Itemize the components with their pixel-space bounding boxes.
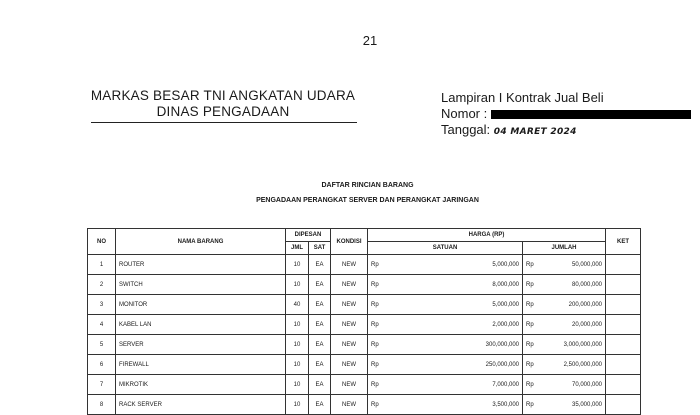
cell-ket	[606, 315, 641, 335]
header-ket: KET	[606, 229, 641, 255]
header-satuan: SATUAN	[368, 242, 523, 255]
table-row	[88, 395, 641, 415]
cell-no: 3	[88, 295, 116, 315]
cell-satuan	[368, 295, 523, 315]
header-harga: HARGA (RP)	[368, 229, 606, 242]
header-jumlah: JUMLAH	[523, 242, 606, 255]
currency-label: Rp	[371, 401, 379, 408]
cell-no: 2	[88, 275, 116, 295]
cell-jumlah	[523, 255, 606, 275]
currency-label: Rp	[371, 261, 379, 268]
cell-no: 8	[88, 395, 116, 415]
total-price: 2,500,000,000	[563, 361, 603, 368]
cell-no: 4	[88, 315, 116, 335]
organization-heading	[88, 88, 358, 120]
cell-kondisi: NEW	[331, 335, 368, 355]
cell-sat: EA	[309, 255, 331, 275]
unit-price: 3,500,000	[492, 401, 520, 408]
cell-ket	[606, 375, 641, 395]
contract-reference	[441, 90, 691, 140]
cell-sat: EA	[309, 375, 331, 395]
currency-label: Rp	[526, 361, 534, 368]
total-price: 50,000,000	[571, 261, 603, 268]
org-underline	[91, 122, 357, 123]
total-price: 20,000,000	[571, 321, 603, 328]
cell-jml: 10	[286, 315, 309, 335]
currency-label: Rp	[371, 341, 379, 348]
tanggal-line: Tanggal: 04 MARET 2024	[441, 122, 577, 137]
unit-price: 2,000,000	[492, 321, 520, 328]
cell-sat: EA	[309, 335, 331, 355]
tanggal-label: Tanggal	[441, 122, 487, 137]
cell-satuan	[368, 375, 523, 395]
total-price: 80,000,000	[571, 281, 603, 288]
header-no: NO	[88, 229, 116, 255]
cell-ket	[606, 395, 641, 415]
cell-ket	[606, 335, 641, 355]
attachment-line: Lampiran I Kontrak Jual Beli	[441, 90, 604, 105]
cell-satuan	[368, 275, 523, 295]
currency-label: Rp	[371, 381, 379, 388]
table-row	[88, 275, 641, 295]
cell-jumlah	[523, 355, 606, 375]
cell-satuan	[368, 355, 523, 375]
cell-kondisi: NEW	[331, 375, 368, 395]
cell-name: FIREWALL	[116, 355, 286, 375]
cell-name: MIKROTIK	[116, 375, 286, 395]
currency-label: Rp	[526, 381, 534, 388]
cell-jumlah	[523, 335, 606, 355]
cell-satuan	[368, 255, 523, 275]
cell-sat: EA	[309, 395, 331, 415]
cell-kondisi: NEW	[331, 395, 368, 415]
cell-no: 6	[88, 355, 116, 375]
cell-jml: 40	[286, 295, 309, 315]
total-price: 35,000,000	[571, 401, 603, 408]
cell-jumlah	[523, 275, 606, 295]
cell-sat: EA	[309, 275, 331, 295]
header-sat: SAT	[309, 242, 331, 255]
currency-label: Rp	[526, 301, 534, 308]
cell-satuan	[368, 395, 523, 415]
currency-label: Rp	[526, 341, 534, 348]
unit-price: 5,000,000	[492, 261, 520, 268]
cell-jumlah	[523, 295, 606, 315]
header-jml: JML	[286, 242, 309, 255]
cell-name: RACK SERVER	[116, 395, 286, 415]
cell-satuan	[368, 315, 523, 335]
org-line-1: MARKAS BESAR TNI ANGKATAN UDARA	[90, 88, 356, 103]
currency-label: Rp	[526, 281, 534, 288]
currency-label: Rp	[371, 321, 379, 328]
cell-jml: 10	[286, 375, 309, 395]
cell-name: SERVER	[116, 335, 286, 355]
cell-satuan	[368, 335, 523, 355]
cell-ket	[606, 295, 641, 315]
cell-kondisi: NEW	[331, 355, 368, 375]
cell-jml: 10	[286, 395, 309, 415]
cell-ket	[606, 355, 641, 375]
cell-name: KABEL LAN	[116, 315, 286, 335]
cell-sat: EA	[309, 295, 331, 315]
table-row	[88, 295, 641, 315]
unit-price: 300,000,000	[485, 341, 520, 348]
cell-kondisi: NEW	[331, 275, 368, 295]
cell-name: SWITCH	[116, 275, 286, 295]
table-row	[88, 315, 641, 335]
table-row	[88, 335, 641, 355]
currency-label: Rp	[526, 261, 534, 268]
cell-kondisi: NEW	[331, 255, 368, 275]
org-line-2: DINAS PENGADAAN	[156, 104, 290, 119]
header-name: NAMA BARANG	[116, 229, 286, 255]
total-price: 200,000,000	[568, 301, 603, 308]
cell-sat: EA	[309, 315, 331, 335]
unit-price: 7,000,000	[492, 381, 520, 388]
cell-jml: 10	[286, 355, 309, 375]
cell-jml: 10	[286, 335, 309, 355]
total-price: 3,000,000,000	[563, 341, 603, 348]
currency-label: Rp	[371, 361, 379, 368]
cell-name: MONITOR	[116, 295, 286, 315]
document-title: DAFTAR RINCIAN BARANG	[321, 182, 414, 189]
unit-price: 8,000,000	[492, 281, 520, 288]
cell-name: ROUTER	[116, 255, 286, 275]
cell-sat: EA	[309, 355, 331, 375]
currency-label: Rp	[526, 401, 534, 408]
items-table	[87, 228, 641, 415]
cell-jumlah	[523, 375, 606, 395]
header-dipesan: DIPESAN	[286, 229, 331, 242]
cell-kondisi: NEW	[331, 295, 368, 315]
nomor-label: Nomor	[441, 106, 481, 121]
table-row	[88, 375, 641, 395]
cell-jml: 10	[286, 275, 309, 295]
table-row	[88, 355, 641, 375]
page-number: 21	[362, 33, 378, 48]
header-kondisi: KONDISI	[331, 229, 368, 255]
cell-kondisi: NEW	[331, 315, 368, 335]
currency-label: Rp	[371, 301, 379, 308]
cell-no: 7	[88, 375, 116, 395]
cell-ket	[606, 275, 641, 295]
tanggal-value: 04 MARET 2024	[493, 127, 577, 137]
unit-price: 5,000,000	[492, 301, 520, 308]
total-price: 70,000,000	[571, 381, 603, 388]
cell-ket	[606, 255, 641, 275]
cell-jumlah	[523, 315, 606, 335]
document-subtitle: PENGADAAN PERANGKAT SERVER DAN PERANGKAT JARINGAN	[256, 197, 479, 204]
cell-jml: 10	[286, 255, 309, 275]
cell-no: 1	[88, 255, 116, 275]
cell-jumlah	[523, 395, 606, 415]
table-row	[88, 255, 641, 275]
cell-no: 5	[88, 335, 116, 355]
redaction-bar	[491, 110, 691, 119]
nomor-line: Nomor :	[441, 106, 691, 122]
currency-label: Rp	[526, 321, 534, 328]
currency-label: Rp	[371, 281, 379, 288]
unit-price: 250,000,000	[485, 361, 520, 368]
